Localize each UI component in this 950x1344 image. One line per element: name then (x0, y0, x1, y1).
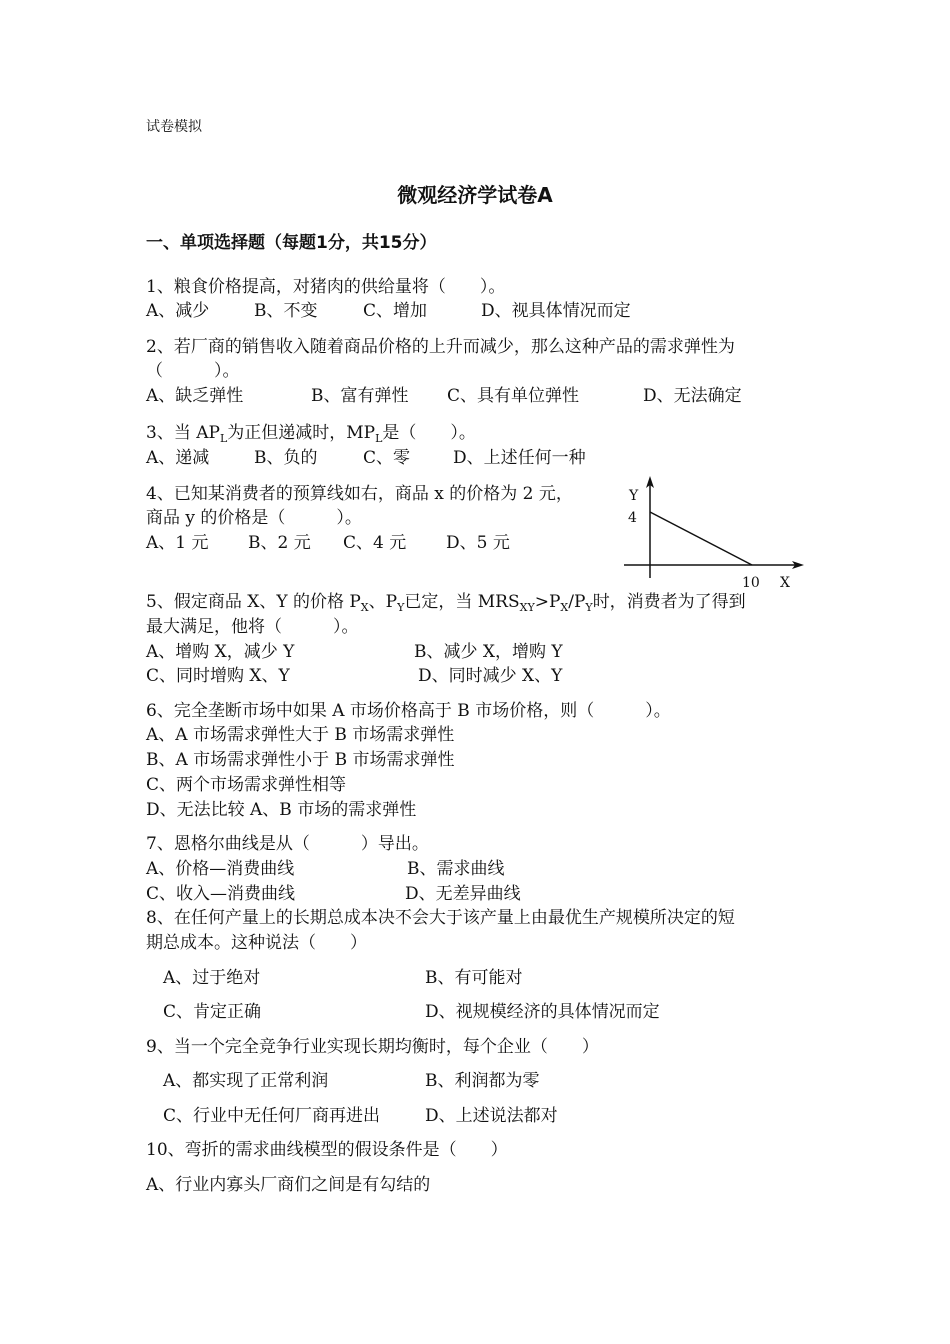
question-1-option-c: C、增加 (363, 301, 428, 321)
question-6-option-d: D、无法比较 A、B 市场的需求弹性 (146, 800, 417, 820)
question-8-option-a: A、过于绝对 (163, 968, 261, 988)
question-4-option-d: D、5 元 (446, 533, 510, 553)
question-9-option-a: A、都实现了正常利润 (163, 1071, 329, 1091)
question-2-option-d: D、无法确定 (643, 386, 742, 406)
question-8-option-b: B、有可能对 (425, 968, 523, 988)
question-7-option-b: B、需求曲线 (407, 859, 505, 879)
question-1-option-d: D、视具体情况而定 (481, 301, 631, 321)
x-intercept-label: 10 (742, 575, 760, 591)
question-4-stem-line1: 4、已知某消费者的预算线如右，商品 x 的价格为 2 元， (146, 484, 573, 504)
exam-title: 微观经济学试卷A (397, 183, 553, 207)
question-7-option-d: D、无差异曲线 (405, 884, 521, 904)
question-6-option-b: B、A 市场需求弹性小于 B 市场需求弹性 (146, 750, 455, 770)
question-3-option-d: D、上述任何一种 (453, 448, 586, 468)
question-10-stem: 10、弯折的需求曲线模型的假设条件是（ ） (146, 1140, 508, 1160)
y-axis-label: Y (629, 488, 639, 504)
section-heading: 一、单项选择题（每题1分，共15分） (146, 233, 437, 253)
question-4-stem-line2: 商品 y 的价格是（ ）。 (146, 508, 362, 528)
question-6-option-a: A、A 市场需求弹性大于 B 市场需求弹性 (146, 725, 455, 745)
question-4-option-b: B、2 元 (248, 533, 311, 553)
question-10-option-a: A、行业内寡头厂商们之间是有勾结的 (146, 1175, 431, 1195)
question-9-option-d: D、上述说法都对 (425, 1106, 558, 1126)
x-axis-label: X (780, 575, 790, 591)
question-3-option-b: B、负的 (254, 448, 318, 468)
question-6-option-c: C、两个市场需求弹性相等 (146, 775, 347, 795)
question-2-option-b: B、富有弹性 (311, 386, 409, 406)
question-5-option-d: D、同时减少 X、Y (418, 666, 563, 686)
question-3-stem: 3、当 $AP_L$为正但递减时，$MP_L$是（ ）。 (146, 423, 476, 445)
question-7-option-c: C、收入—消费曲线 (146, 884, 296, 904)
question-7-stem: 7、恩格尔曲线是从（ ）导出。 (146, 834, 429, 854)
question-3-option-a: A、递减 (146, 448, 210, 468)
question-4-option-a: A、1 元 (146, 533, 209, 553)
question-2-stem-line2: （ ）。 (146, 361, 240, 381)
question-2-option-c: C、具有单位弹性 (447, 386, 580, 406)
question-7-option-a: A、价格—消费曲线 (146, 859, 295, 879)
question-4-option-c: C、4 元 (343, 533, 407, 553)
budget-line-graph (612, 470, 812, 595)
question-8-option-c: C、肯定正确 (163, 1002, 262, 1022)
question-2-option-a: A、缺乏弹性 (146, 386, 244, 406)
question-5-stem-line2: 最大满足，他将（ ）。 (146, 617, 359, 637)
question-6-stem: 6、完全垄断市场中如果 A 市场价格高于 B 市场价格，则（ ）。 (146, 701, 671, 721)
question-9-option-c: C、行业中无任何厂商再进出 (163, 1106, 381, 1126)
question-9-stem: 9、当一个完全竞争行业实现长期均衡时，每个企业（ ） (146, 1037, 599, 1057)
question-5-option-c: C、同时增购 X、Y (146, 666, 290, 686)
question-5-stem-line1: 5、假定商品 X、Y 的价格 $P_X$、$P_Y$已定，当 $MRS_{XY}>P_X/P_Y$时，消费者为了得到 (146, 592, 746, 614)
question-8-option-d: D、视规模经济的具体情况而定 (425, 1002, 660, 1022)
question-1-option-b: B、不变 (254, 301, 318, 321)
question-1-stem: 1、粮食价格提高，对猪肉的供给量将（ ）。 (146, 277, 506, 297)
question-9-option-b: B、利润都为零 (425, 1071, 540, 1091)
question-8-stem-line1: 8、在任何产量上的长期总成本决不会大于该产量上由最优生产规模所决定的短 (146, 908, 735, 928)
question-2-stem-line1: 2、若厂商的销售收入随着商品价格的上升而减少，那么这种产品的需求弹性为 (146, 337, 735, 357)
page-header: 试卷模拟 (146, 119, 202, 135)
question-3-option-c: C、零 (363, 448, 411, 468)
question-1-option-a: A、减少 (146, 301, 210, 321)
question-8-stem-line2: 期总成本。这种说法（ ） (146, 933, 367, 953)
budget-line (650, 512, 752, 565)
y-intercept-label: 4 (628, 510, 637, 526)
question-5-option-a: A、增购 X，减少 Y (146, 642, 295, 662)
question-5-option-b: B、减少 X，增购 Y (414, 642, 563, 662)
